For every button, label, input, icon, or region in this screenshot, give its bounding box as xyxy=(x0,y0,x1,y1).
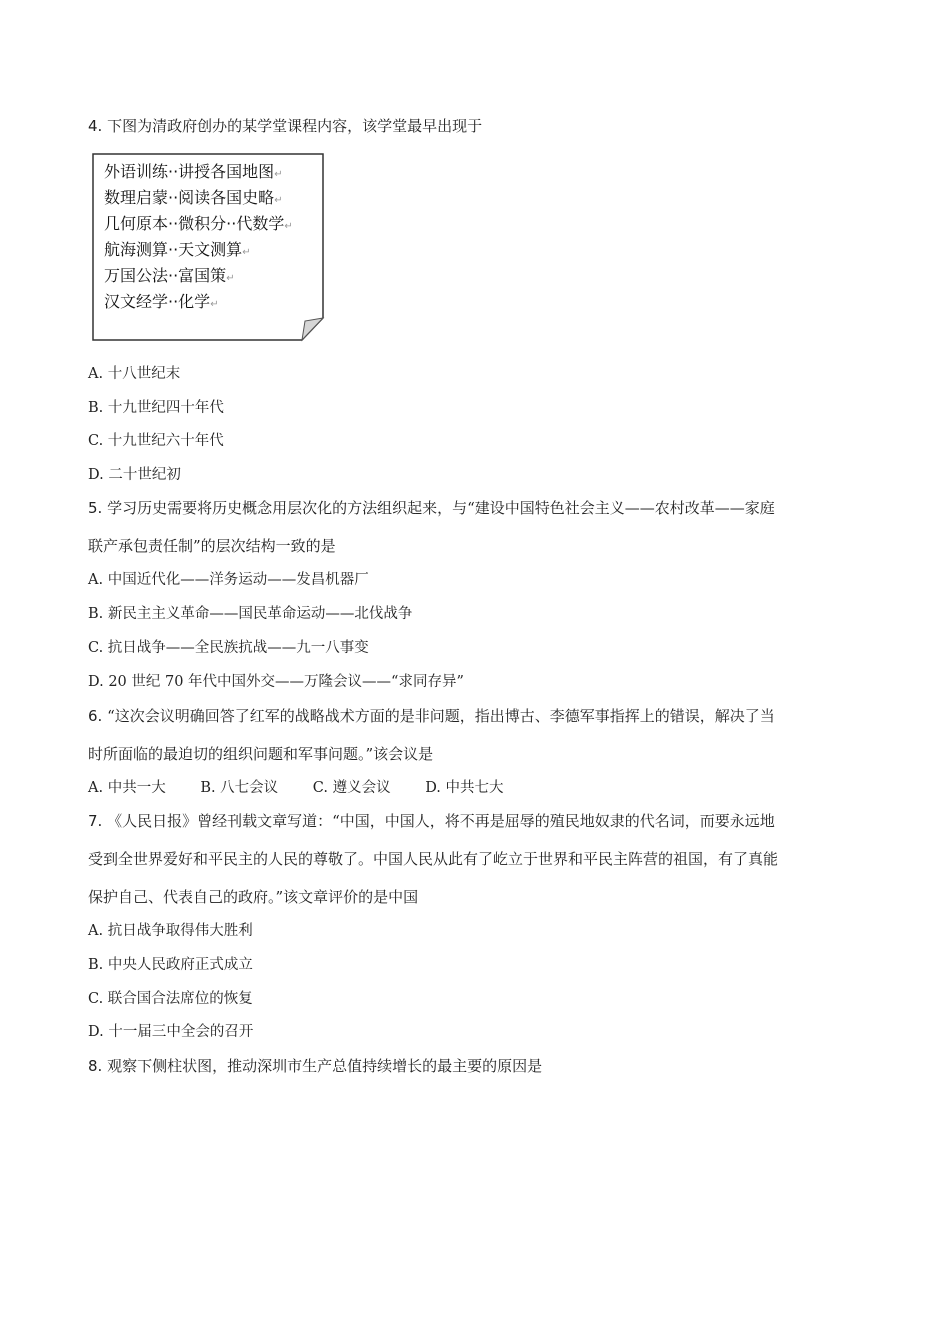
option-c[interactable]: C. 十九世纪六十年代 xyxy=(88,433,224,449)
option-b[interactable]: B. 八七会议 xyxy=(200,780,279,796)
figure-line: 汉文经学··化学↵ xyxy=(104,292,219,311)
figure-line: 航海测算··天文测算↵ xyxy=(104,240,251,259)
question-text: 学习历史需要将历史概念用层次化的方法组织起来，与“建设中国特色社会主义——农村改革——家庭 xyxy=(107,499,775,517)
question-8-stem xyxy=(88,1056,542,1076)
option-c[interactable]: C. 遵义会议 xyxy=(312,780,391,796)
option-c[interactable]: C. 联合国合法席位的恢复 xyxy=(88,991,253,1007)
question-text: “这次会议明确回答了红军的战略战术方面的是非问题，指出博古、李德军事指挥上的错误，解决了当 xyxy=(107,707,775,725)
option-b[interactable]: B. 中央人民政府正式成立 xyxy=(88,957,253,973)
question-number: 5. xyxy=(88,499,103,517)
question-number: 6. xyxy=(88,707,103,725)
question-6-options xyxy=(88,778,534,798)
option-b[interactable]: B. 十九世纪四十年代 xyxy=(88,400,224,416)
question-7-stem-cont: 保护自己、代表自己的政府。”该文章评价的是中国 xyxy=(88,888,419,906)
question-number: 4. xyxy=(88,117,103,135)
option-b[interactable]: B. 新民主主义革命——国民革命运动——北伐战争 xyxy=(88,606,413,622)
option-a[interactable]: A. 中国近代化——洋务运动——发昌机器厂 xyxy=(88,572,369,588)
question-7-stem xyxy=(88,811,775,831)
question-text: 下图为清政府创办的某学堂课程内容，该学堂最早出现于 xyxy=(107,117,483,135)
option-d[interactable]: D. 二十世纪初 xyxy=(88,467,181,483)
option-c[interactable]: C. 抗日战争——全民族抗战——九一八事变 xyxy=(88,640,369,656)
question-text: 《人民日报》曾经刊载文章写道：“中国，中国人，将不再是屈辱的殖民地奴隶的代名词，而要永远地 xyxy=(107,812,775,830)
question-6-stem-cont: 时所面临的最迫切的组织问题和军事问题。”该会议是 xyxy=(88,745,434,763)
option-a[interactable]: A. 抗日战争取得伟大胜利 xyxy=(88,923,253,939)
option-d[interactable]: D. 20 世纪 70 年代中国外交——万隆会议——“求同存异” xyxy=(88,674,464,690)
option-a[interactable]: A. 中共一大 xyxy=(88,780,166,796)
question-5-stem xyxy=(88,498,775,518)
question-text: 观察下侧柱状图，推动深圳市生产总值持续增长的最主要的原因是 xyxy=(107,1057,543,1075)
curriculum-figure xyxy=(92,153,324,339)
figure-line: 几何原本··微积分··代数学↵ xyxy=(104,214,293,233)
option-d[interactable]: D. 十一届三中全会的召开 xyxy=(88,1024,254,1040)
question-6-stem xyxy=(88,706,775,726)
figure-line: 万国公法··富国策↵ xyxy=(104,266,235,285)
option-a[interactable]: A. 十八世纪末 xyxy=(88,366,181,382)
question-7-stem-cont: 受到全世界爱好和平民主的人民的尊敬了。中国人民从此有了屹立于世界和平民主阵营的祖国，有了真能 xyxy=(88,850,779,868)
option-d[interactable]: D. 中共七大 xyxy=(425,780,504,796)
question-number: 7. xyxy=(88,812,103,830)
question-5-stem-cont: 联产承包责任制”的层次结构一致的是 xyxy=(88,537,336,555)
question-number: 8. xyxy=(88,1057,103,1075)
question-4-stem xyxy=(88,116,482,136)
figure-line: 数理启蒙··阅读各国史略↵ xyxy=(104,188,283,207)
figure-line: 外语训练··讲授各国地图↵ xyxy=(104,162,283,181)
